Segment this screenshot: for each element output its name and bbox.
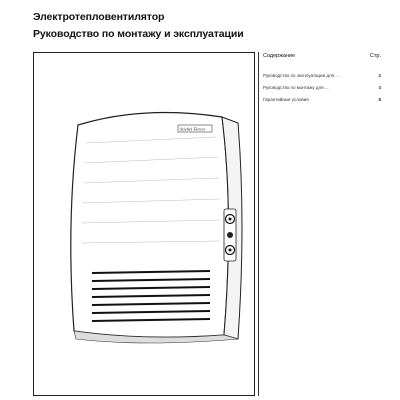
brand-label: Stiebel Eltron (180, 126, 205, 132)
contents-item-page: 8 (378, 97, 381, 102)
column-divider (258, 52, 259, 396)
contents-item (263, 97, 381, 102)
fan-heater-drawing (34, 53, 256, 397)
contents-heading: Содержание (263, 53, 296, 59)
document-title: Электротепловентилятор (33, 11, 165, 23)
contents-item-page: 3 (378, 85, 381, 90)
contents-item-page: 2 (378, 73, 381, 78)
indicator-light-icon (227, 232, 233, 238)
contents-header (263, 53, 381, 59)
contents-page-heading: Стр. (369, 53, 381, 59)
heater-illustration (33, 52, 255, 396)
contents-item-label: Руководство по монтажу для ... (263, 85, 329, 90)
contents-item (263, 73, 381, 78)
document-subtitle: Руководство по монтажу и эксплуатации (33, 28, 244, 40)
contents-item-label: Гарантийные условия (263, 97, 309, 102)
contents-item (263, 85, 381, 90)
contents-item-label: Руководство по эксплуатации для ... (263, 73, 340, 78)
